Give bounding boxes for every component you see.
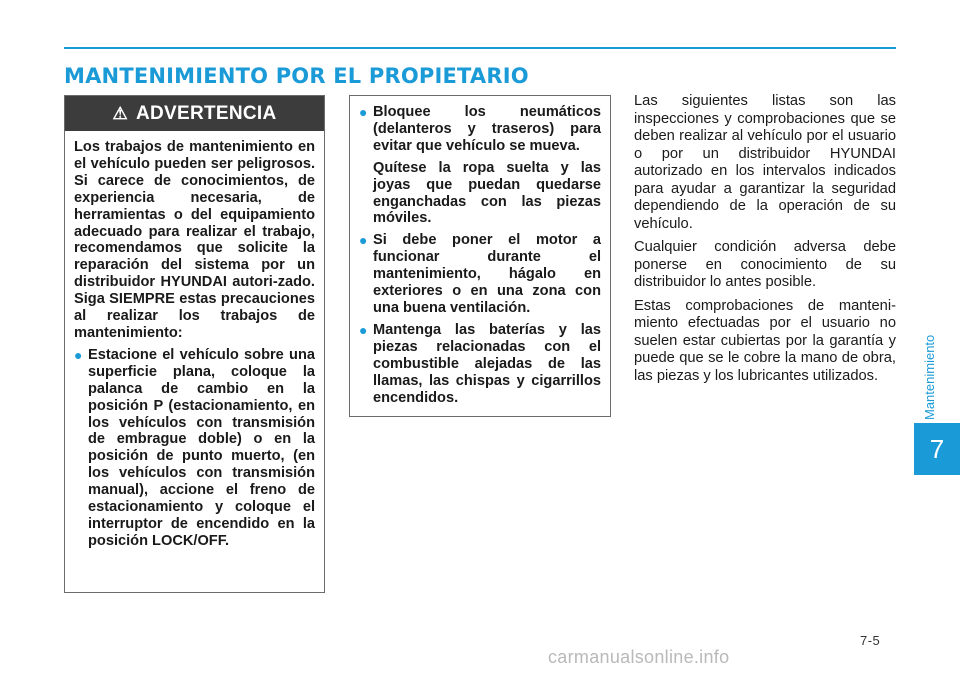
warning-bullet <box>359 232 601 317</box>
warning-bullet-extra: Quítese la ropa suelta y las joyas que puedan quedarse enganchadas con las piezas móviles. <box>373 159 601 227</box>
warning-bullet-text: Bloquee los neumáticos (delanteros y traseros) para evitar que vehículo se mueva. <box>373 104 601 154</box>
watermark: carmanualsonline.info <box>548 647 730 667</box>
warning-bullet <box>74 347 315 550</box>
warning-bullet <box>359 104 601 155</box>
chapter-number-tab[interactable]: 7 <box>914 423 960 475</box>
warning-box-continued <box>349 95 611 417</box>
warning-bullet <box>359 322 601 407</box>
warning-continued-body <box>350 96 610 406</box>
body-paragraph: Cualquier condición adversa debe ponerse en conocimiento de su distribuidor lo antes posible. <box>634 239 896 290</box>
chapter-side-label: Mantenimiento <box>922 334 937 420</box>
warning-box <box>64 95 325 593</box>
warning-header <box>65 96 324 131</box>
bullet-dot-icon: ● <box>359 321 368 338</box>
warning-intro: Los trabajos de mantenimiento en el vehículo pueden ser peligrosos. Si carece de conocimientos, de experiencia necesaria, de herramientas o del equipamiento adecuado para realizar el trabajo, recomendamos que solicite la reparación del sistema por un distribuidor HYUNDAI autori-zado. Siga SIEMPRE estas precauciones al realizar los trabajos de mantenimiento: <box>74 139 315 341</box>
bullet-dot-icon: ● <box>74 346 83 363</box>
bullet-dot-icon: ● <box>359 104 368 120</box>
bullet-dot-icon: ● <box>359 232 368 249</box>
top-divider <box>64 47 896 49</box>
body-paragraph: Estas comprobaciones de manteni-miento efectuadas por el usuario no suelen estar cubiertas por la garantía y puede que se le cobre la mano de obra, las piezas y los lubricantes utilizados. <box>634 297 896 384</box>
body-text-column <box>634 93 896 391</box>
warning-bullet-text: Estacione el vehículo sobre una superficie plana, coloque la palanca de cambio en la posición P (estacionamiento, en los vehículos con transmisión de embrague doble) o en la posición de punto muerto, (en los vehículos con transmisión manual), accione el freno de estacionamiento y coloque el interruptor de encendido en la posición LOCK/OFF. <box>88 346 315 549</box>
warning-bullet-text: Si debe poner el motor a funcionar durante el mantenimiento, hágalo en exteriores o en una zona con una buena ventilación. <box>373 232 601 316</box>
warning-bullet-text: Mantenga las baterías y las piezas relacionadas con el combustible alejadas de las llamas, las chispas y cigarrillos encendidos. <box>373 321 601 406</box>
section-title: MANTENIMIENTO POR EL PROPIETARIO <box>64 64 529 88</box>
page-number: 7-5 <box>860 633 881 648</box>
warning-title: ADVERTENCIA <box>136 102 277 124</box>
warning-body <box>65 131 324 550</box>
body-paragraph: Las siguientes listas son las inspecciones y comprobaciones que se deben realizar al vehículo por el usuario o por un distribuidor HYUNDAI autorizado en los intervalos indicados para ayudar a garantizar la seguridad dependiendo de la operación de su vehículo. <box>634 93 896 232</box>
warning-triangle-icon: ⚠ <box>112 103 128 123</box>
